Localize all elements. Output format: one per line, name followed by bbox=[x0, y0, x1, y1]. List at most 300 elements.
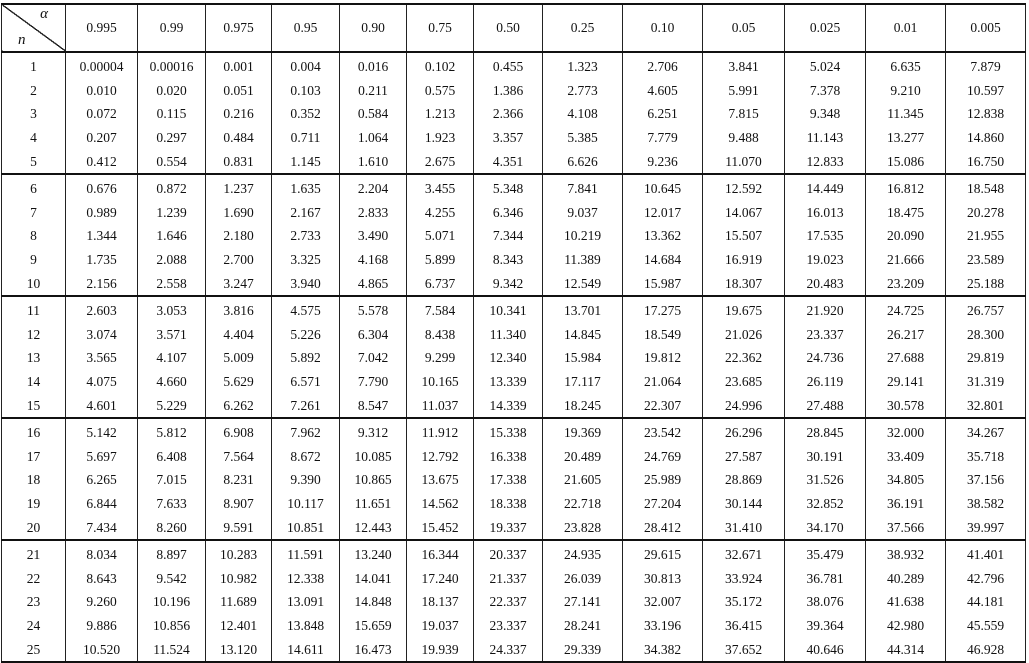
value-cell: 7.564 bbox=[206, 445, 272, 469]
value-cell: 14.860 bbox=[946, 126, 1026, 150]
value-cell: 15.507 bbox=[703, 224, 785, 248]
value-cell: 2.675 bbox=[407, 149, 474, 174]
value-cell: 39.364 bbox=[785, 614, 866, 638]
value-cell: 31.319 bbox=[946, 370, 1026, 394]
value-cell: 24.935 bbox=[543, 540, 623, 567]
value-cell: 12.401 bbox=[206, 614, 272, 638]
value-cell: 10.851 bbox=[272, 515, 340, 540]
value-cell: 12.792 bbox=[407, 445, 474, 469]
value-cell: 0.872 bbox=[138, 174, 206, 201]
value-cell: 28.845 bbox=[785, 418, 866, 445]
alpha-header: 0.995 bbox=[66, 4, 138, 52]
value-cell: 14.041 bbox=[340, 566, 407, 590]
value-cell: 25.989 bbox=[623, 468, 703, 492]
value-cell: 4.255 bbox=[407, 201, 474, 225]
value-cell: 9.886 bbox=[66, 614, 138, 638]
value-cell: 2.773 bbox=[543, 79, 623, 103]
value-cell: 18.475 bbox=[866, 201, 946, 225]
value-cell: 44.314 bbox=[866, 637, 946, 662]
value-cell: 19.675 bbox=[703, 296, 785, 323]
value-cell: 6.908 bbox=[206, 418, 272, 445]
table-row bbox=[2, 174, 1026, 201]
value-cell: 20.337 bbox=[474, 540, 543, 567]
value-cell: 11.345 bbox=[866, 102, 946, 126]
value-cell: 17.338 bbox=[474, 468, 543, 492]
chi-square-critical-values-table bbox=[1, 3, 1026, 663]
value-cell: 8.897 bbox=[138, 540, 206, 567]
value-cell: 23.828 bbox=[543, 515, 623, 540]
value-cell: 34.805 bbox=[866, 468, 946, 492]
value-cell: 0.216 bbox=[206, 102, 272, 126]
value-cell: 5.071 bbox=[407, 224, 474, 248]
value-cell: 12.443 bbox=[340, 515, 407, 540]
value-cell: 9.342 bbox=[474, 271, 543, 296]
value-cell: 13.240 bbox=[340, 540, 407, 567]
value-cell: 0.001 bbox=[206, 52, 272, 79]
n-cell: 7 bbox=[2, 201, 66, 225]
table-row bbox=[2, 418, 1026, 445]
n-cell: 21 bbox=[2, 540, 66, 567]
table-row bbox=[2, 149, 1026, 174]
value-cell: 3.565 bbox=[66, 346, 138, 370]
value-cell: 10.865 bbox=[340, 468, 407, 492]
value-cell: 9.591 bbox=[206, 515, 272, 540]
value-cell: 29.339 bbox=[543, 637, 623, 662]
value-cell: 10.520 bbox=[66, 637, 138, 662]
value-cell: 34.267 bbox=[946, 418, 1026, 445]
value-cell: 5.229 bbox=[138, 393, 206, 418]
value-cell: 35.718 bbox=[946, 445, 1026, 469]
value-cell: 12.549 bbox=[543, 271, 623, 296]
value-cell: 2.706 bbox=[623, 52, 703, 79]
value-cell: 1.635 bbox=[272, 174, 340, 201]
value-cell: 6.304 bbox=[340, 323, 407, 347]
value-cell: 32.801 bbox=[946, 393, 1026, 418]
value-cell: 1.646 bbox=[138, 224, 206, 248]
value-cell: 0.016 bbox=[340, 52, 407, 79]
value-cell: 3.357 bbox=[474, 126, 543, 150]
table-row bbox=[2, 566, 1026, 590]
value-cell: 35.479 bbox=[785, 540, 866, 567]
value-cell: 14.845 bbox=[543, 323, 623, 347]
value-cell: 10.165 bbox=[407, 370, 474, 394]
value-cell: 8.547 bbox=[340, 393, 407, 418]
value-cell: 36.781 bbox=[785, 566, 866, 590]
value-cell: 18.548 bbox=[946, 174, 1026, 201]
value-cell: 23.337 bbox=[474, 614, 543, 638]
value-cell: 19.023 bbox=[785, 248, 866, 272]
value-cell: 16.473 bbox=[340, 637, 407, 662]
value-cell: 9.210 bbox=[866, 79, 946, 103]
value-cell: 14.848 bbox=[340, 590, 407, 614]
value-cell: 5.697 bbox=[66, 445, 138, 469]
value-cell: 2.558 bbox=[138, 271, 206, 296]
value-cell: 16.344 bbox=[407, 540, 474, 567]
value-cell: 41.401 bbox=[946, 540, 1026, 567]
value-cell: 20.090 bbox=[866, 224, 946, 248]
alpha-header: 0.01 bbox=[866, 4, 946, 52]
value-cell: 36.415 bbox=[703, 614, 785, 638]
value-cell: 9.488 bbox=[703, 126, 785, 150]
value-cell: 0.102 bbox=[407, 52, 474, 79]
n-cell: 25 bbox=[2, 637, 66, 662]
value-cell: 6.346 bbox=[474, 201, 543, 225]
value-cell: 11.037 bbox=[407, 393, 474, 418]
value-cell: 1.145 bbox=[272, 149, 340, 174]
value-cell: 10.196 bbox=[138, 590, 206, 614]
value-cell: 1.213 bbox=[407, 102, 474, 126]
value-cell: 0.00004 bbox=[66, 52, 138, 79]
n-cell: 6 bbox=[2, 174, 66, 201]
value-cell: 40.289 bbox=[866, 566, 946, 590]
value-cell: 5.812 bbox=[138, 418, 206, 445]
alpha-label: α bbox=[40, 6, 48, 22]
value-cell: 12.338 bbox=[272, 566, 340, 590]
value-cell: 21.337 bbox=[474, 566, 543, 590]
table-row bbox=[2, 79, 1026, 103]
value-cell: 6.408 bbox=[138, 445, 206, 469]
value-cell: 17.240 bbox=[407, 566, 474, 590]
value-cell: 27.141 bbox=[543, 590, 623, 614]
value-cell: 12.592 bbox=[703, 174, 785, 201]
value-cell: 29.615 bbox=[623, 540, 703, 567]
value-cell: 42.796 bbox=[946, 566, 1026, 590]
value-cell: 6.635 bbox=[866, 52, 946, 79]
value-cell: 4.168 bbox=[340, 248, 407, 272]
value-cell: 11.689 bbox=[206, 590, 272, 614]
value-cell: 10.219 bbox=[543, 224, 623, 248]
alpha-header: 0.10 bbox=[623, 4, 703, 52]
value-cell: 13.277 bbox=[866, 126, 946, 150]
value-cell: 10.982 bbox=[206, 566, 272, 590]
value-cell: 22.718 bbox=[543, 492, 623, 516]
value-cell: 16.919 bbox=[703, 248, 785, 272]
value-cell: 13.362 bbox=[623, 224, 703, 248]
value-cell: 0.211 bbox=[340, 79, 407, 103]
value-cell: 8.672 bbox=[272, 445, 340, 469]
value-cell: 3.455 bbox=[407, 174, 474, 201]
value-cell: 15.659 bbox=[340, 614, 407, 638]
value-cell: 24.769 bbox=[623, 445, 703, 469]
value-cell: 4.660 bbox=[138, 370, 206, 394]
table-row bbox=[2, 492, 1026, 516]
n-cell: 11 bbox=[2, 296, 66, 323]
value-cell: 31.410 bbox=[703, 515, 785, 540]
value-cell: 38.076 bbox=[785, 590, 866, 614]
value-cell: 26.296 bbox=[703, 418, 785, 445]
n-cell: 22 bbox=[2, 566, 66, 590]
value-cell: 2.603 bbox=[66, 296, 138, 323]
value-cell: 3.816 bbox=[206, 296, 272, 323]
value-cell: 2.156 bbox=[66, 271, 138, 296]
value-cell: 0.072 bbox=[66, 102, 138, 126]
value-cell: 1.690 bbox=[206, 201, 272, 225]
n-cell: 23 bbox=[2, 590, 66, 614]
value-cell: 40.646 bbox=[785, 637, 866, 662]
value-cell: 10.117 bbox=[272, 492, 340, 516]
value-cell: 18.307 bbox=[703, 271, 785, 296]
value-cell: 3.325 bbox=[272, 248, 340, 272]
value-cell: 18.549 bbox=[623, 323, 703, 347]
table-row bbox=[2, 271, 1026, 296]
value-cell: 8.643 bbox=[66, 566, 138, 590]
value-cell: 21.605 bbox=[543, 468, 623, 492]
value-cell: 7.841 bbox=[543, 174, 623, 201]
value-cell: 6.262 bbox=[206, 393, 272, 418]
n-cell: 14 bbox=[2, 370, 66, 394]
value-cell: 7.815 bbox=[703, 102, 785, 126]
value-cell: 2.167 bbox=[272, 201, 340, 225]
value-cell: 7.344 bbox=[474, 224, 543, 248]
value-cell: 30.813 bbox=[623, 566, 703, 590]
value-cell: 29.819 bbox=[946, 346, 1026, 370]
value-cell: 11.651 bbox=[340, 492, 407, 516]
value-cell: 2.700 bbox=[206, 248, 272, 272]
value-cell: 18.137 bbox=[407, 590, 474, 614]
table-row bbox=[2, 346, 1026, 370]
value-cell: 0.484 bbox=[206, 126, 272, 150]
value-cell: 26.039 bbox=[543, 566, 623, 590]
value-cell: 10.856 bbox=[138, 614, 206, 638]
value-cell: 0.455 bbox=[474, 52, 543, 79]
value-cell: 27.204 bbox=[623, 492, 703, 516]
value-cell: 23.542 bbox=[623, 418, 703, 445]
value-cell: 15.452 bbox=[407, 515, 474, 540]
alpha-header: 0.025 bbox=[785, 4, 866, 52]
value-cell: 2.733 bbox=[272, 224, 340, 248]
table-row bbox=[2, 102, 1026, 126]
value-cell: 10.645 bbox=[623, 174, 703, 201]
value-cell: 9.348 bbox=[785, 102, 866, 126]
value-cell: 21.064 bbox=[623, 370, 703, 394]
value-cell: 1.237 bbox=[206, 174, 272, 201]
value-cell: 23.685 bbox=[703, 370, 785, 394]
value-cell: 22.337 bbox=[474, 590, 543, 614]
value-cell: 6.251 bbox=[623, 102, 703, 126]
value-cell: 5.385 bbox=[543, 126, 623, 150]
value-cell: 15.984 bbox=[543, 346, 623, 370]
value-cell: 7.633 bbox=[138, 492, 206, 516]
table-row bbox=[2, 393, 1026, 418]
value-cell: 21.955 bbox=[946, 224, 1026, 248]
value-cell: 0.00016 bbox=[138, 52, 206, 79]
value-cell: 13.675 bbox=[407, 468, 474, 492]
value-cell: 12.833 bbox=[785, 149, 866, 174]
value-cell: 8.438 bbox=[407, 323, 474, 347]
value-cell: 17.117 bbox=[543, 370, 623, 394]
value-cell: 38.932 bbox=[866, 540, 946, 567]
value-cell: 7.779 bbox=[623, 126, 703, 150]
value-cell: 32.000 bbox=[866, 418, 946, 445]
value-cell: 3.490 bbox=[340, 224, 407, 248]
value-cell: 1.735 bbox=[66, 248, 138, 272]
value-cell: 33.196 bbox=[623, 614, 703, 638]
value-cell: 37.566 bbox=[866, 515, 946, 540]
value-cell: 7.962 bbox=[272, 418, 340, 445]
value-cell: 33.409 bbox=[866, 445, 946, 469]
table-row bbox=[2, 590, 1026, 614]
value-cell: 32.671 bbox=[703, 540, 785, 567]
value-cell: 5.142 bbox=[66, 418, 138, 445]
n-cell: 4 bbox=[2, 126, 66, 150]
value-cell: 26.757 bbox=[946, 296, 1026, 323]
value-cell: 0.711 bbox=[272, 126, 340, 150]
value-cell: 14.684 bbox=[623, 248, 703, 272]
value-cell: 2.204 bbox=[340, 174, 407, 201]
value-cell: 6.265 bbox=[66, 468, 138, 492]
value-cell: 41.638 bbox=[866, 590, 946, 614]
n-cell: 10 bbox=[2, 271, 66, 296]
value-cell: 18.245 bbox=[543, 393, 623, 418]
value-cell: 1.323 bbox=[543, 52, 623, 79]
value-cell: 21.920 bbox=[785, 296, 866, 323]
value-cell: 32.007 bbox=[623, 590, 703, 614]
value-cell: 7.584 bbox=[407, 296, 474, 323]
value-cell: 38.582 bbox=[946, 492, 1026, 516]
table-row bbox=[2, 201, 1026, 225]
value-cell: 30.191 bbox=[785, 445, 866, 469]
value-cell: 15.987 bbox=[623, 271, 703, 296]
header-row bbox=[2, 4, 1026, 52]
n-cell: 16 bbox=[2, 418, 66, 445]
value-cell: 11.389 bbox=[543, 248, 623, 272]
n-cell: 15 bbox=[2, 393, 66, 418]
value-cell: 26.119 bbox=[785, 370, 866, 394]
value-cell: 23.589 bbox=[946, 248, 1026, 272]
table-row bbox=[2, 515, 1026, 540]
value-cell: 0.831 bbox=[206, 149, 272, 174]
alpha-header: 0.99 bbox=[138, 4, 206, 52]
value-cell: 28.241 bbox=[543, 614, 623, 638]
value-cell: 7.015 bbox=[138, 468, 206, 492]
value-cell: 13.701 bbox=[543, 296, 623, 323]
n-cell: 8 bbox=[2, 224, 66, 248]
value-cell: 7.261 bbox=[272, 393, 340, 418]
value-cell: 30.578 bbox=[866, 393, 946, 418]
value-cell: 17.275 bbox=[623, 296, 703, 323]
table-row bbox=[2, 637, 1026, 662]
value-cell: 17.535 bbox=[785, 224, 866, 248]
value-cell: 27.587 bbox=[703, 445, 785, 469]
value-cell: 14.339 bbox=[474, 393, 543, 418]
table-row bbox=[2, 468, 1026, 492]
value-cell: 1.923 bbox=[407, 126, 474, 150]
value-cell: 10.597 bbox=[946, 79, 1026, 103]
value-cell: 1.239 bbox=[138, 201, 206, 225]
n-cell: 13 bbox=[2, 346, 66, 370]
value-cell: 1.344 bbox=[66, 224, 138, 248]
value-cell: 19.812 bbox=[623, 346, 703, 370]
table-row bbox=[2, 445, 1026, 469]
n-cell: 9 bbox=[2, 248, 66, 272]
value-cell: 28.869 bbox=[703, 468, 785, 492]
value-cell: 9.236 bbox=[623, 149, 703, 174]
table-body bbox=[2, 52, 1026, 662]
value-cell: 7.434 bbox=[66, 515, 138, 540]
value-cell: 30.144 bbox=[703, 492, 785, 516]
value-cell: 8.260 bbox=[138, 515, 206, 540]
value-cell: 19.037 bbox=[407, 614, 474, 638]
value-cell: 16.812 bbox=[866, 174, 946, 201]
value-cell: 5.348 bbox=[474, 174, 543, 201]
value-cell: 28.412 bbox=[623, 515, 703, 540]
value-cell: 21.026 bbox=[703, 323, 785, 347]
value-cell: 7.790 bbox=[340, 370, 407, 394]
value-cell: 0.676 bbox=[66, 174, 138, 201]
n-cell: 2 bbox=[2, 79, 66, 103]
value-cell: 0.352 bbox=[272, 102, 340, 126]
table-row bbox=[2, 614, 1026, 638]
value-cell: 4.605 bbox=[623, 79, 703, 103]
value-cell: 29.141 bbox=[866, 370, 946, 394]
value-cell: 6.737 bbox=[407, 271, 474, 296]
table-row bbox=[2, 224, 1026, 248]
value-cell: 20.278 bbox=[946, 201, 1026, 225]
alpha-header: 0.50 bbox=[474, 4, 543, 52]
table-row bbox=[2, 248, 1026, 272]
value-cell: 22.362 bbox=[703, 346, 785, 370]
value-cell: 5.226 bbox=[272, 323, 340, 347]
value-cell: 2.833 bbox=[340, 201, 407, 225]
alpha-header: 0.005 bbox=[946, 4, 1026, 52]
value-cell: 5.578 bbox=[340, 296, 407, 323]
value-cell: 13.120 bbox=[206, 637, 272, 662]
value-cell: 13.848 bbox=[272, 614, 340, 638]
value-cell: 14.562 bbox=[407, 492, 474, 516]
value-cell: 34.382 bbox=[623, 637, 703, 662]
value-cell: 23.209 bbox=[866, 271, 946, 296]
value-cell: 12.838 bbox=[946, 102, 1026, 126]
table-row bbox=[2, 540, 1026, 567]
value-cell: 24.996 bbox=[703, 393, 785, 418]
value-cell: 45.559 bbox=[946, 614, 1026, 638]
value-cell: 0.207 bbox=[66, 126, 138, 150]
value-cell: 26.217 bbox=[866, 323, 946, 347]
value-cell: 31.526 bbox=[785, 468, 866, 492]
value-cell: 14.611 bbox=[272, 637, 340, 662]
value-cell: 22.307 bbox=[623, 393, 703, 418]
table-row bbox=[2, 370, 1026, 394]
value-cell: 6.571 bbox=[272, 370, 340, 394]
value-cell: 2.180 bbox=[206, 224, 272, 248]
value-cell: 7.042 bbox=[340, 346, 407, 370]
value-cell: 6.626 bbox=[543, 149, 623, 174]
n-cell: 12 bbox=[2, 323, 66, 347]
value-cell: 14.067 bbox=[703, 201, 785, 225]
value-cell: 0.297 bbox=[138, 126, 206, 150]
value-cell: 24.337 bbox=[474, 637, 543, 662]
value-cell: 35.172 bbox=[703, 590, 785, 614]
value-cell: 14.449 bbox=[785, 174, 866, 201]
alpha-header: 0.90 bbox=[340, 4, 407, 52]
value-cell: 0.412 bbox=[66, 149, 138, 174]
value-cell: 27.488 bbox=[785, 393, 866, 418]
value-cell: 8.231 bbox=[206, 468, 272, 492]
value-cell: 9.390 bbox=[272, 468, 340, 492]
value-cell: 18.338 bbox=[474, 492, 543, 516]
value-cell: 4.601 bbox=[66, 393, 138, 418]
value-cell: 5.892 bbox=[272, 346, 340, 370]
value-cell: 4.107 bbox=[138, 346, 206, 370]
value-cell: 12.017 bbox=[623, 201, 703, 225]
value-cell: 21.666 bbox=[866, 248, 946, 272]
value-cell: 12.340 bbox=[474, 346, 543, 370]
value-cell: 0.115 bbox=[138, 102, 206, 126]
value-cell: 0.584 bbox=[340, 102, 407, 126]
value-cell: 5.024 bbox=[785, 52, 866, 79]
value-cell: 24.725 bbox=[866, 296, 946, 323]
value-cell: 44.181 bbox=[946, 590, 1026, 614]
